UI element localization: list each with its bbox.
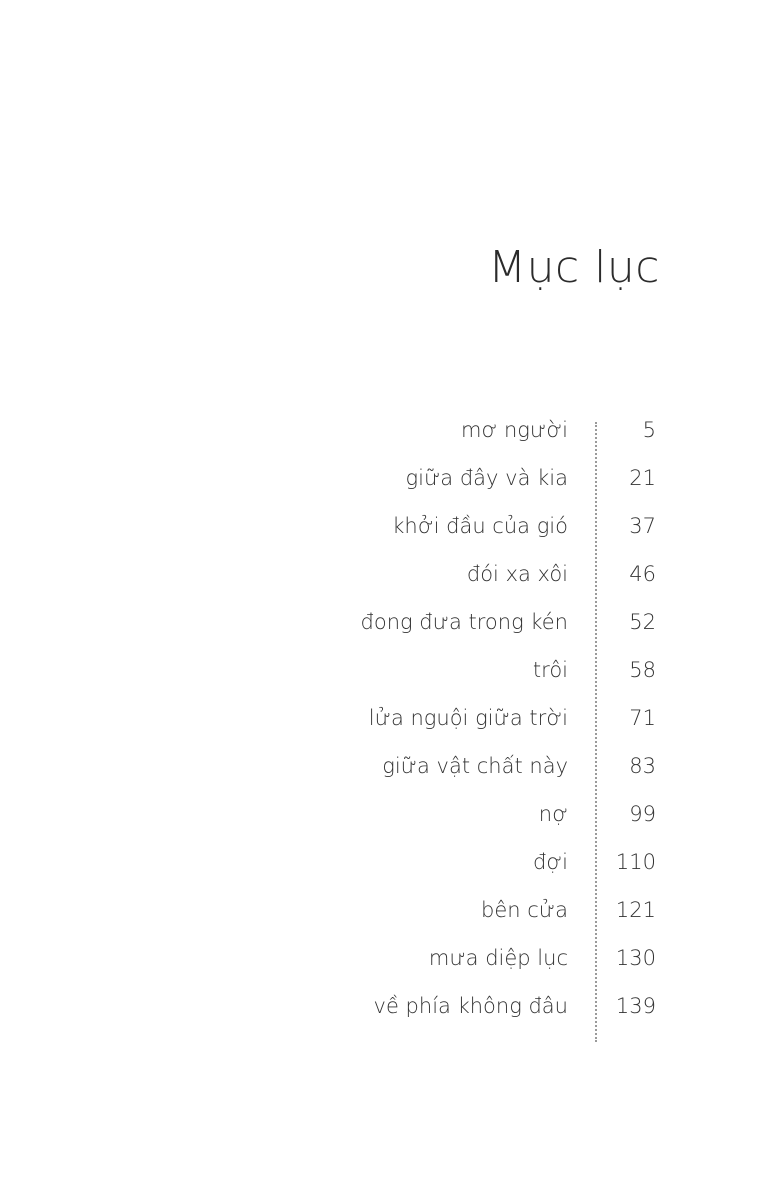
toc-entry-page: 37 bbox=[629, 514, 656, 538]
toc-entry-title: đói xa xôi bbox=[466, 562, 568, 586]
toc-entry-title: khởi đầu của gió bbox=[392, 514, 568, 538]
toc-entry-page: 99 bbox=[629, 802, 656, 826]
toc-entry[interactable] bbox=[0, 506, 779, 554]
toc-entry-title: lửa nguội giữa trời bbox=[368, 706, 568, 730]
toc-entry-page: 110 bbox=[615, 850, 656, 874]
toc-entry-page: 121 bbox=[615, 898, 656, 922]
toc-entry-title: giữa đây và kia bbox=[405, 466, 568, 490]
toc-entry-page: 71 bbox=[629, 706, 656, 730]
toc-entry-title: bên cửa bbox=[480, 898, 568, 922]
toc-entry-page: 58 bbox=[629, 658, 656, 682]
toc-entry-page: 52 bbox=[629, 610, 656, 634]
toc-entry[interactable] bbox=[0, 410, 779, 458]
toc-entry-title: về phía không đâu bbox=[373, 994, 568, 1018]
toc-entry-page: 139 bbox=[615, 994, 656, 1018]
toc-entry-title: mưa diệp lục bbox=[428, 946, 568, 970]
toc-entry-title: giữa vật chất này bbox=[382, 754, 568, 778]
toc-entry[interactable] bbox=[0, 650, 779, 698]
toc-entry[interactable] bbox=[0, 602, 779, 650]
toc-entry-page: 5 bbox=[642, 418, 656, 442]
toc-entry[interactable] bbox=[0, 746, 779, 794]
toc-entry-page: 21 bbox=[629, 466, 656, 490]
toc-entry-page: 130 bbox=[615, 946, 656, 970]
toc-entry[interactable] bbox=[0, 794, 779, 842]
toc-entry-title: đợi bbox=[532, 850, 568, 874]
toc-entry[interactable] bbox=[0, 986, 779, 1034]
toc-entry-title: mơ người bbox=[460, 418, 568, 442]
toc-entry[interactable] bbox=[0, 842, 779, 890]
toc-entry[interactable] bbox=[0, 554, 779, 602]
toc-entry-title: trôi bbox=[532, 658, 568, 682]
toc-entry-page: 46 bbox=[629, 562, 656, 586]
toc-entry[interactable] bbox=[0, 938, 779, 986]
toc-entry[interactable] bbox=[0, 890, 779, 938]
toc-entry-title: đong đưa trong kén bbox=[360, 610, 568, 634]
toc-entry-page: 83 bbox=[629, 754, 656, 778]
page-title: Mục lục bbox=[488, 242, 660, 293]
toc-entry-title: nợ bbox=[538, 802, 568, 826]
toc-entry[interactable] bbox=[0, 698, 779, 746]
toc-entry[interactable] bbox=[0, 458, 779, 506]
